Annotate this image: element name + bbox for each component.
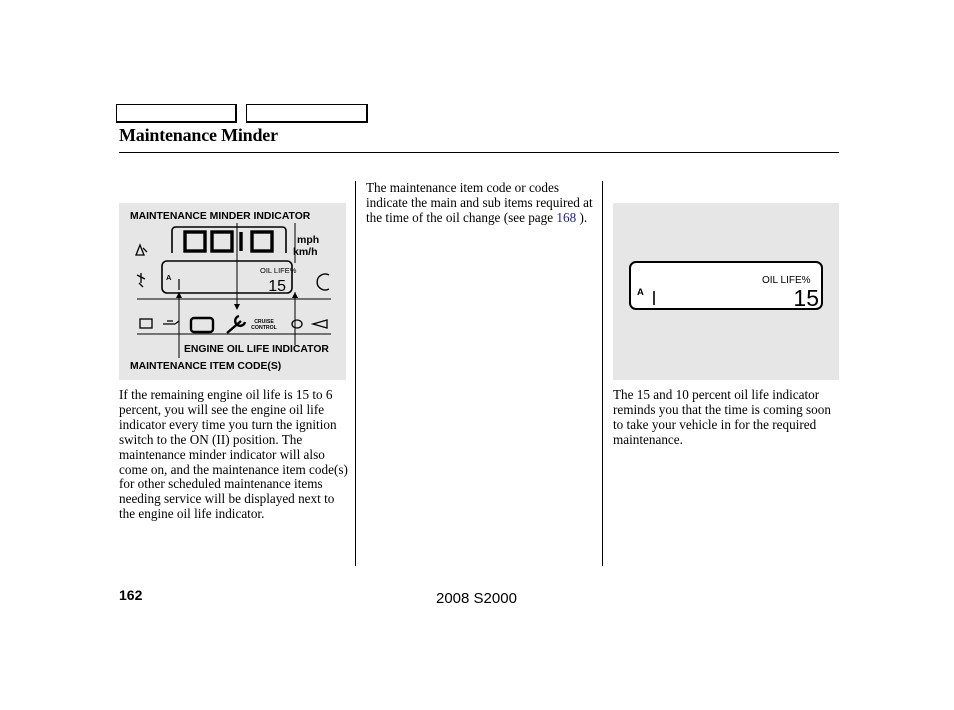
unit-mph: mph [297,234,320,246]
title-rule [119,152,839,153]
beam-icon [292,320,302,328]
page-number: 162 [119,587,143,603]
gauge-arc-icon [317,274,329,290]
nav-tab-box-1[interactable] [116,104,237,123]
oil-life-label: OIL LIFE% [260,266,297,275]
footer-model: 2008 S2000 [436,590,517,607]
page-ref-link[interactable]: 168 [556,209,577,225]
code-prefix-a: A [166,273,172,282]
unit-kmh: km/h [293,246,318,258]
oil-pressure-icon [163,321,179,324]
wrench-icon [227,316,245,333]
column-divider-2 [602,181,603,566]
figure-instrument-cluster [119,203,346,380]
cruise-label-1: CRUISE [254,319,274,325]
oil-life-display-drawing [613,203,839,380]
middle-text-before: The maintenance item code or codes indicate the main and sub items required at the time of the oil change (see page [366,180,593,225]
label-maintenance-minder-indicator: MAINTENANCE MINDER INDICATOR [130,211,311,222]
oil-life-value: 15 [793,285,819,311]
left-column-text: If the remaining engine oil life is 15 to 6 percent, you will see the engine oil life indicator every time you turn the ignition switch to the ON (II) position. The maintenance minder indicator will also come on, and the maintenance item code(s) for other scheduled maintenance items needing service will be displayed next to the engine oil life indicator. [119,387,348,522]
cruise-label-2: CONTROL [251,325,277,331]
figure-oil-life-display [613,203,839,380]
label-engine-oil-life-indicator: ENGINE OIL LIFE INDICATOR [184,344,329,355]
middle-column-text [366,181,598,226]
page-title: Maintenance Minder [119,125,278,145]
middle-text-after: ). [576,209,588,225]
column-divider-1 [355,181,356,566]
label-maintenance-item-codes: MAINTENANCE ITEM CODE(S) [130,361,282,372]
lamp-icon [313,320,327,328]
nav-tab-box-2[interactable] [246,104,368,123]
oil-life-label: OIL LIFE% [762,275,811,286]
brake-warning-icon [136,245,147,255]
code-prefix-a: A [637,287,644,298]
airbag-icon [137,273,145,287]
oil-life-value: 15 [268,278,286,295]
right-column-text: The 15 and 10 percent oil life indicator reminds you that the time is coming soon to take your vehicle in for the required maintenance. [613,387,831,447]
battery-icon [140,319,152,328]
check-engine-icon [191,318,213,332]
